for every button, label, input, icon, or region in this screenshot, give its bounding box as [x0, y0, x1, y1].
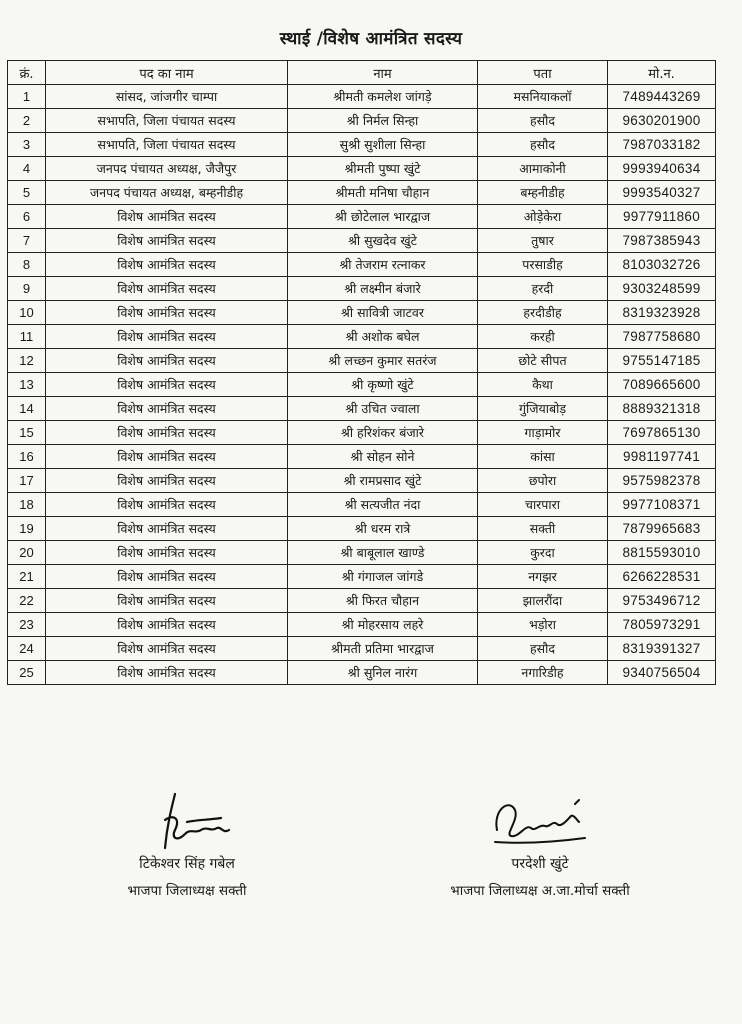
cell-name: श्रीमती पुष्पा खुंटे [288, 157, 478, 181]
table-row [8, 109, 716, 133]
cell-serial: 14 [8, 397, 46, 421]
cell-name: श्री रामप्रसाद खुंटे [288, 469, 478, 493]
signatory-left-name: टिकेश्वर सिंह गबेल [139, 856, 235, 872]
cell-mobile: 7489443269 [608, 85, 716, 109]
cell-serial: 6 [8, 205, 46, 229]
table-row [8, 565, 716, 589]
cell-mobile: 9753496712 [608, 589, 716, 613]
cell-mobile: 9755147185 [608, 349, 716, 373]
table-row [8, 349, 716, 373]
cell-post: विशेष आमंत्रित सदस्य [46, 589, 288, 613]
cell-address: गुंजियाबोड़ [478, 397, 608, 421]
cell-name: श्री लच्छन कुमार सतरंज [288, 349, 478, 373]
cell-mobile: 7697865130 [608, 421, 716, 445]
cell-mobile: 9993940634 [608, 157, 716, 181]
cell-serial: 18 [8, 493, 46, 517]
table-row [8, 541, 716, 565]
cell-mobile: 9993540327 [608, 181, 716, 205]
cell-serial: 21 [8, 565, 46, 589]
cell-post: विशेष आमंत्रित सदस्य [46, 229, 288, 253]
signatory-left-role: भाजपा जिलाध्यक्ष सक्ती [127, 883, 247, 899]
cell-mobile: 9981197741 [608, 445, 716, 469]
cell-address: नगझर [478, 565, 608, 589]
signature-block-right [415, 790, 665, 899]
cell-name: श्री तेजराम रत्नाकर [288, 253, 478, 277]
cell-serial: 7 [8, 229, 46, 253]
document-title: स्थाई /विशेष आमंत्रित सदस्य [279, 29, 463, 49]
cell-mobile: 8319391327 [608, 637, 716, 661]
cell-address: करही [478, 325, 608, 349]
cell-mobile: 6266228531 [608, 565, 716, 589]
cell-serial: 13 [8, 373, 46, 397]
header-name: नाम [288, 61, 478, 85]
cell-post: विशेष आमंत्रित सदस्य [46, 661, 288, 685]
cell-address: सक्ती [478, 517, 608, 541]
cell-serial: 22 [8, 589, 46, 613]
cell-post: जनपद पंचायत अध्यक्ष, जैजैपुर [46, 157, 288, 181]
cell-mobile: 9340756504 [608, 661, 716, 685]
cell-address: छोटे सीपत [478, 349, 608, 373]
signature-right-handwriting [475, 790, 605, 852]
cell-name: श्री उचित ज्वाला [288, 397, 478, 421]
cell-address: हसौद [478, 637, 608, 661]
cell-name: श्री बाबूलाल खाण्डे [288, 541, 478, 565]
cell-post: विशेष आमंत्रित सदस्य [46, 397, 288, 421]
cell-serial: 9 [8, 277, 46, 301]
cell-mobile: 8815593010 [608, 541, 716, 565]
cell-mobile: 9977108371 [608, 493, 716, 517]
cell-post: जनपद पंचायत अध्यक्ष, बम्हनीडीह [46, 181, 288, 205]
table-row [8, 373, 716, 397]
cell-mobile: 7879965683 [608, 517, 716, 541]
cell-serial: 12 [8, 349, 46, 373]
cell-serial: 10 [8, 301, 46, 325]
cell-address: गाड़ामोर [478, 421, 608, 445]
cell-mobile: 8889321318 [608, 397, 716, 421]
cell-name: श्री सुनिल नारंग [288, 661, 478, 685]
cell-address: नगारिडीह [478, 661, 608, 685]
cell-name: श्रीमती कमलेश जांगड़े [288, 85, 478, 109]
cell-name: श्री सत्यजीत नंदा [288, 493, 478, 517]
cell-address: ओड़ेकेरा [478, 205, 608, 229]
cell-address: हसौद [478, 109, 608, 133]
cell-mobile: 7987033182 [608, 133, 716, 157]
table-row [8, 661, 716, 685]
cell-post: विशेष आमंत्रित सदस्य [46, 421, 288, 445]
cell-post: विशेष आमंत्रित सदस्य [46, 349, 288, 373]
cell-post: विशेष आमंत्रित सदस्य [46, 445, 288, 469]
cell-serial: 25 [8, 661, 46, 685]
cell-name: श्री गंगाजल जांगडे [288, 565, 478, 589]
cell-name: श्री निर्मल सिन्हा [288, 109, 478, 133]
cell-post: सभापति, जिला पंचायत सदस्य [46, 109, 288, 133]
table-row [8, 277, 716, 301]
cell-mobile: 7089665600 [608, 373, 716, 397]
table-row [8, 637, 716, 661]
cell-address: हसौद [478, 133, 608, 157]
cell-address: आमाकोनी [478, 157, 608, 181]
cell-address: चारपारा [478, 493, 608, 517]
cell-mobile: 9575982378 [608, 469, 716, 493]
cell-serial: 3 [8, 133, 46, 157]
cell-post: विशेष आमंत्रित सदस्य [46, 373, 288, 397]
signature-left-handwriting [117, 790, 257, 852]
cell-post: विशेष आमंत्रित सदस्य [46, 517, 288, 541]
cell-name: श्री हरिशंकर बंजारे [288, 421, 478, 445]
cell-mobile: 8103032726 [608, 253, 716, 277]
cell-post: सभापति, जिला पंचायत सदस्य [46, 133, 288, 157]
cell-name: श्री कृष्णो खुंटे [288, 373, 478, 397]
cell-address: हरदीडीह [478, 301, 608, 325]
cell-post: विशेष आमंत्रित सदस्य [46, 301, 288, 325]
cell-name: श्रीमती मनिषा चौहान [288, 181, 478, 205]
cell-mobile: 9303248599 [608, 277, 716, 301]
cell-address: झालरौंदा [478, 589, 608, 613]
cell-name: श्री सोहन सोने [288, 445, 478, 469]
cell-serial: 20 [8, 541, 46, 565]
cell-serial: 1 [8, 85, 46, 109]
table-row [8, 181, 716, 205]
cell-serial: 4 [8, 157, 46, 181]
table-row [8, 253, 716, 277]
cell-name: श्रीमती प्रतिमा भारद्वाज [288, 637, 478, 661]
table-row [8, 133, 716, 157]
cell-name: श्री छोटेलाल भारद्वाज [288, 205, 478, 229]
cell-post: सांसद, जांजगीर चाम्पा [46, 85, 288, 109]
members-table [7, 60, 716, 685]
cell-name: श्री धरम रात्रे [288, 517, 478, 541]
cell-name: श्री सावित्री जाटवर [288, 301, 478, 325]
cell-post: विशेष आमंत्रित सदस्य [46, 277, 288, 301]
cell-serial: 2 [8, 109, 46, 133]
cell-address: हरदी [478, 277, 608, 301]
table-row [8, 85, 716, 109]
table-row [8, 493, 716, 517]
table-row [8, 325, 716, 349]
cell-address: कुरदा [478, 541, 608, 565]
cell-name: श्री अशोक बघेल [288, 325, 478, 349]
cell-serial: 16 [8, 445, 46, 469]
cell-name: सुश्री सुशीला सिन्हा [288, 133, 478, 157]
cell-name: श्री मोहरसाय लहरे [288, 613, 478, 637]
cell-mobile: 7987758680 [608, 325, 716, 349]
cell-address: छपोरा [478, 469, 608, 493]
cell-post: विशेष आमंत्रित सदस्य [46, 325, 288, 349]
cell-address: परसाडीह [478, 253, 608, 277]
table-row [8, 157, 716, 181]
cell-name: श्री सुखदेव खुंटे [288, 229, 478, 253]
cell-serial: 17 [8, 469, 46, 493]
cell-serial: 24 [8, 637, 46, 661]
header-serial: क्रं. [8, 61, 46, 85]
cell-serial: 23 [8, 613, 46, 637]
cell-post: विशेष आमंत्रित सदस्य [46, 613, 288, 637]
cell-mobile: 7987385943 [608, 229, 716, 253]
table-row [8, 613, 716, 637]
table-row [8, 397, 716, 421]
cell-address: कांसा [478, 445, 608, 469]
table-row [8, 301, 716, 325]
cell-post: विशेष आमंत्रित सदस्य [46, 637, 288, 661]
cell-address: बम्हनीडीह [478, 181, 608, 205]
signature-block-left [92, 790, 282, 899]
header-post: पद का नाम [46, 61, 288, 85]
table-row [8, 229, 716, 253]
cell-serial: 8 [8, 253, 46, 277]
table-row [8, 517, 716, 541]
table-row [8, 421, 716, 445]
table-row [8, 445, 716, 469]
cell-address: कैथा [478, 373, 608, 397]
table-row [8, 205, 716, 229]
cell-serial: 5 [8, 181, 46, 205]
cell-address: मसनियाकलॉ [478, 85, 608, 109]
signatory-right-name: परदेशी खुंटे [511, 856, 569, 872]
header-mobile: मो.न. [608, 61, 716, 85]
table-row [8, 589, 716, 613]
cell-post: विशेष आमंत्रित सदस्य [46, 493, 288, 517]
cell-post: विशेष आमंत्रित सदस्य [46, 565, 288, 589]
header-address: पता [478, 61, 608, 85]
cell-mobile: 7805973291 [608, 613, 716, 637]
table-header-row [8, 61, 716, 85]
signatory-right-role: भाजपा जिलाध्यक्ष अ.जा.मोर्चा सक्ती [450, 883, 630, 899]
cell-serial: 15 [8, 421, 46, 445]
cell-mobile: 9630201900 [608, 109, 716, 133]
cell-post: विशेष आमंत्रित सदस्य [46, 205, 288, 229]
table-row [8, 469, 716, 493]
cell-address: भड़ोरा [478, 613, 608, 637]
cell-serial: 19 [8, 517, 46, 541]
cell-name: श्री फिरत चौहान [288, 589, 478, 613]
cell-address: तुषार [478, 229, 608, 253]
cell-post: विशेष आमंत्रित सदस्य [46, 469, 288, 493]
cell-mobile: 9977911860 [608, 205, 716, 229]
cell-post: विशेष आमंत्रित सदस्य [46, 253, 288, 277]
cell-post: विशेष आमंत्रित सदस्य [46, 541, 288, 565]
cell-name: श्री लक्ष्मीन बंजारे [288, 277, 478, 301]
cell-mobile: 8319323928 [608, 301, 716, 325]
cell-serial: 11 [8, 325, 46, 349]
